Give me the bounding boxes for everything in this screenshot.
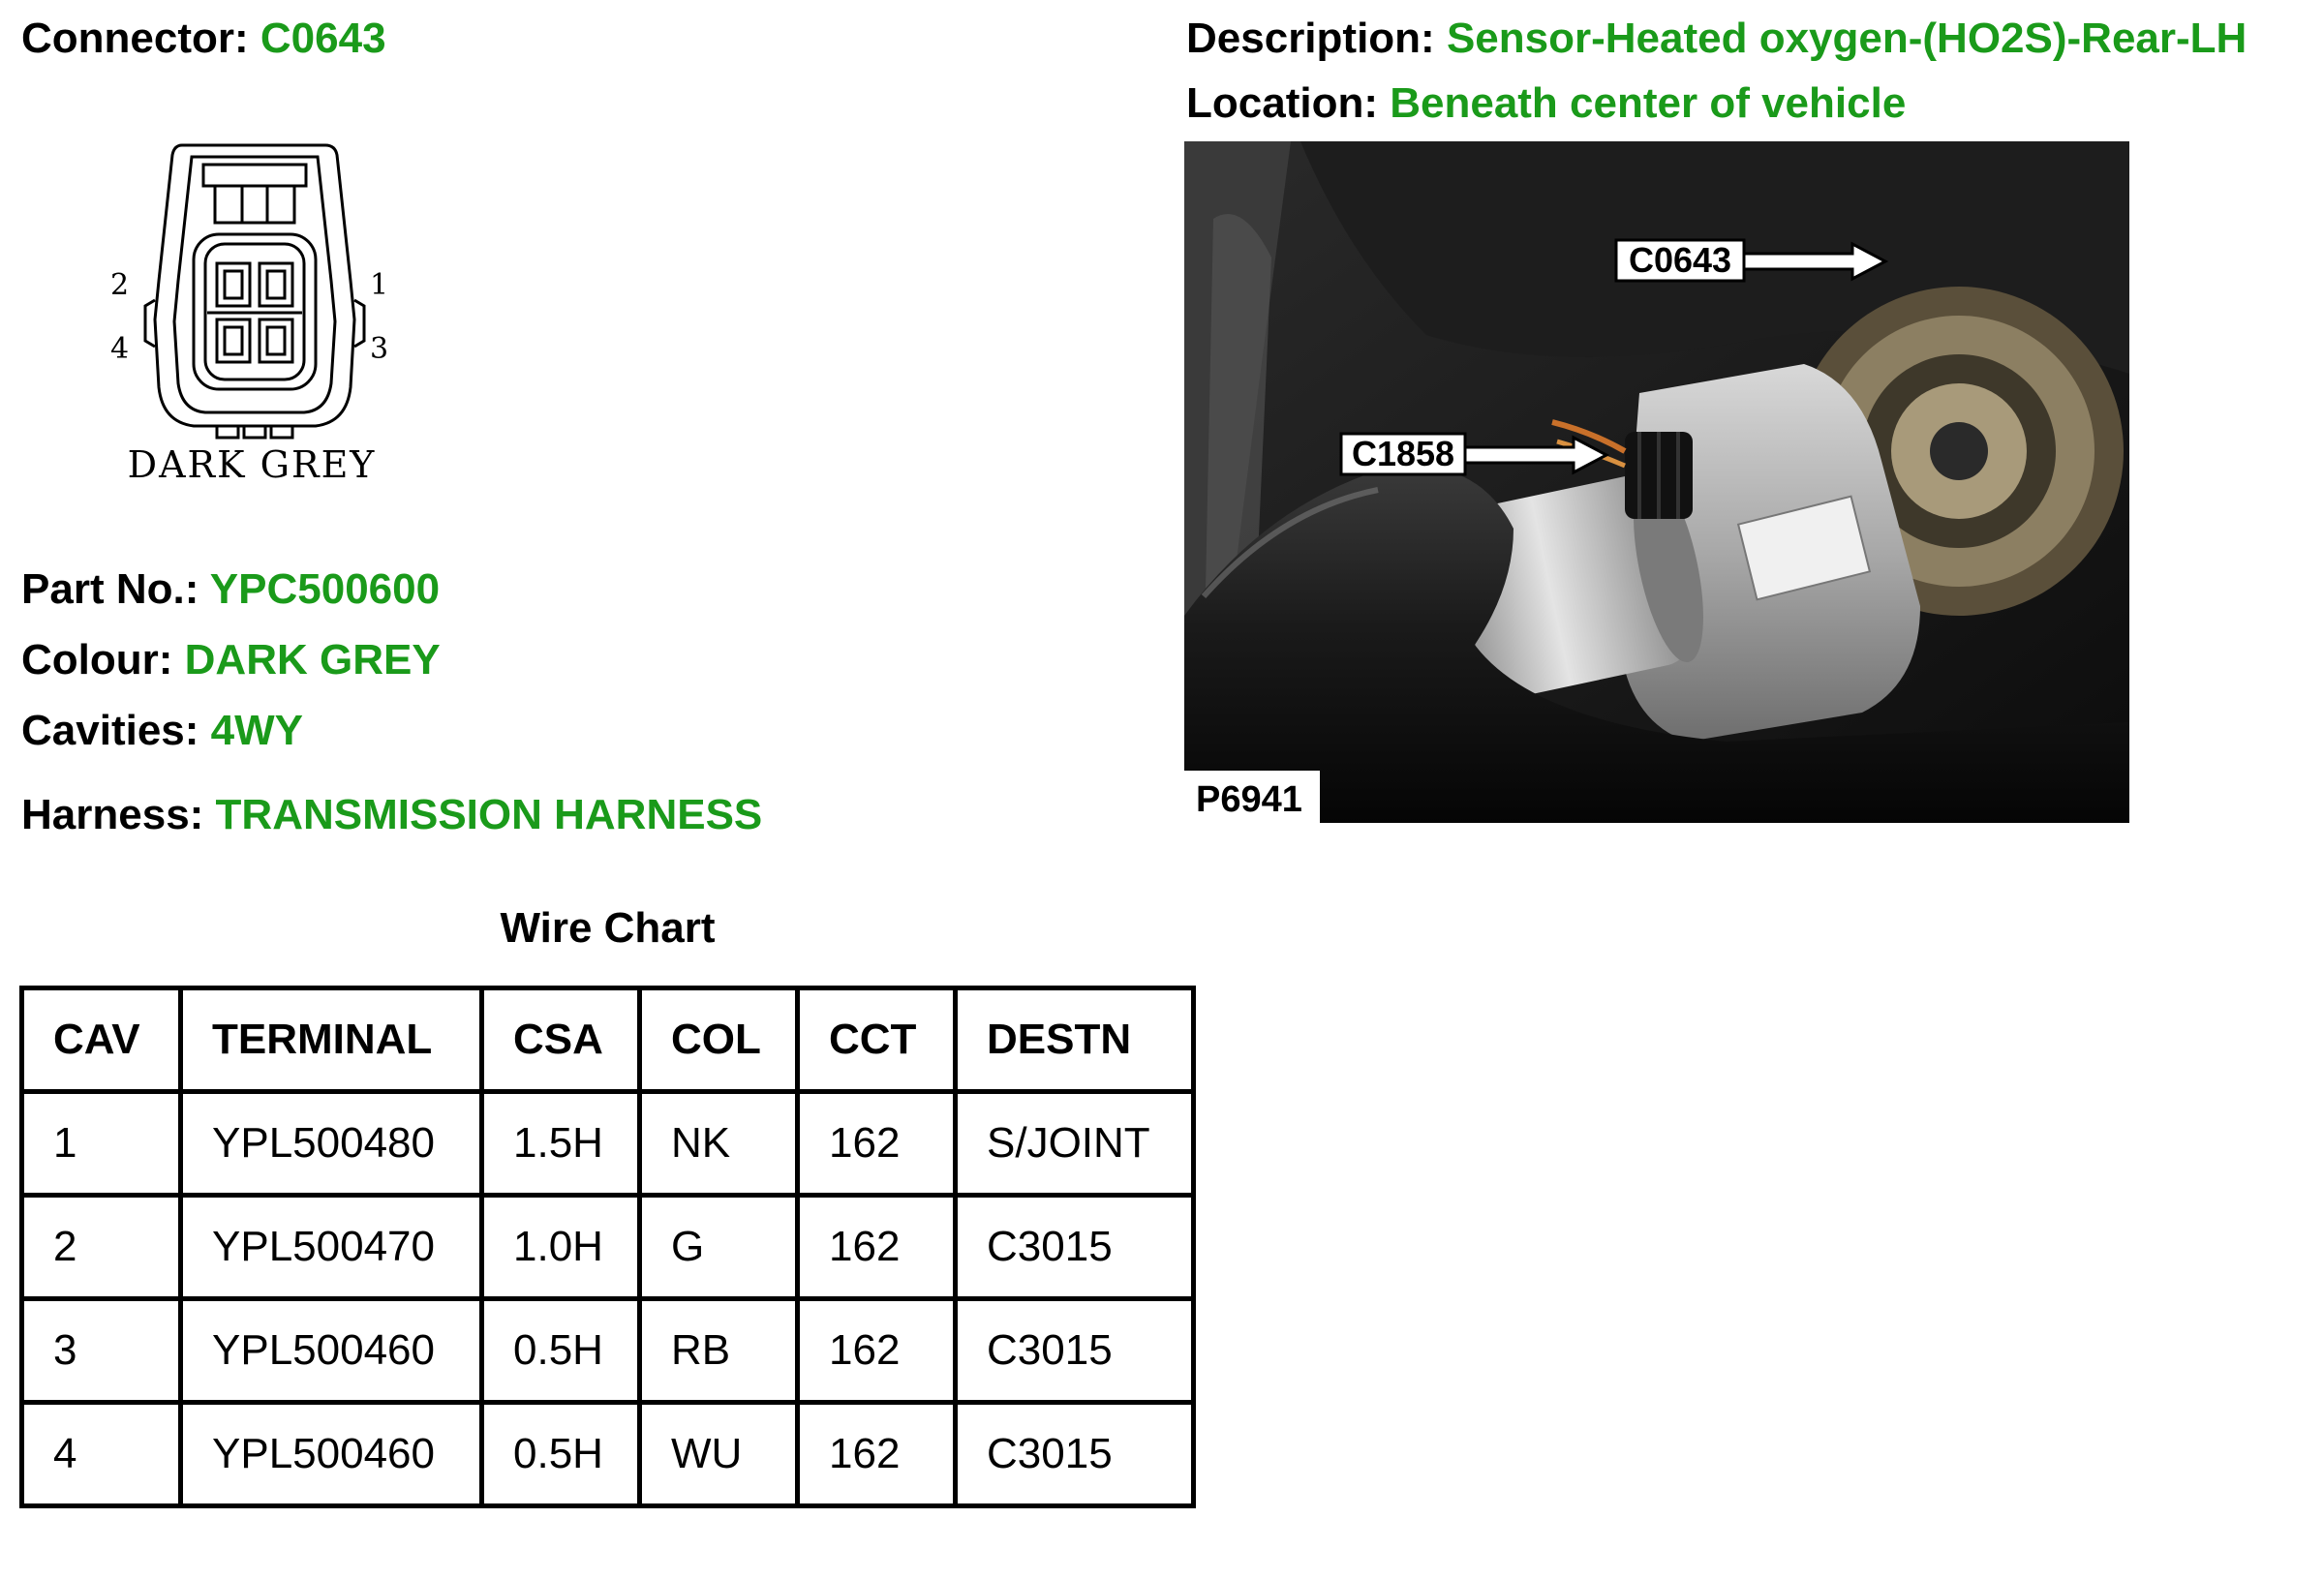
cell-terminal: YPL500480 [181, 1092, 482, 1196]
harness-label: Harness: [21, 791, 204, 838]
connector-field [21, 17, 386, 60]
cavities-value: 4WY [210, 707, 304, 754]
cell-cct: 162 [798, 1196, 956, 1299]
cell-destn: C3015 [956, 1299, 1194, 1403]
part-no-value: YPC500600 [209, 565, 441, 613]
photo-reference [1184, 771, 1320, 823]
table-row [22, 1196, 1194, 1299]
cell-cct: 162 [798, 1299, 956, 1403]
location-label: Location: [1186, 79, 1378, 127]
cell-col: RB [640, 1299, 798, 1403]
wire-chart-title: Wire Chart [500, 904, 716, 952]
cavity-label-3: 3 [370, 332, 389, 366]
part-no-label: Part No.: [21, 565, 199, 613]
connector-label: Connector: [21, 15, 249, 62]
connector-face-diagram [97, 136, 407, 494]
cell-terminal: YPL500460 [181, 1403, 482, 1506]
table-row [22, 1092, 1194, 1196]
part-no-field [21, 565, 441, 613]
cell-col: G [640, 1196, 798, 1299]
wire-chart-table [19, 986, 1196, 1508]
description-field [1186, 17, 2247, 60]
cell-csa: 1.5H [482, 1092, 640, 1196]
location-value: Beneath center of vehicle [1390, 79, 1907, 127]
harness-value: TRANSMISSION HARNESS [215, 791, 763, 838]
cell-terminal: YPL500470 [181, 1196, 482, 1299]
cell-destn: S/JOINT [956, 1092, 1194, 1196]
cavity-label-2: 2 [110, 268, 130, 302]
cell-col: NK [640, 1092, 798, 1196]
harness-field [21, 791, 763, 838]
header-col: COL [640, 988, 798, 1092]
cell-col: WU [640, 1403, 798, 1506]
cell-cav: 3 [22, 1299, 181, 1403]
colour-field [21, 636, 441, 683]
location-photo [1184, 141, 2129, 823]
header-cav: CAV [22, 988, 181, 1092]
colour-label: Colour: [21, 636, 173, 683]
callout-c0643-text: C0643 [1628, 240, 1732, 280]
cell-cav: 4 [22, 1403, 181, 1506]
cell-terminal: YPL500460 [181, 1299, 482, 1403]
cell-destn: C3015 [956, 1196, 1194, 1299]
diagram-colour-caption: DARK GREY [127, 443, 377, 486]
table-row [22, 1299, 1194, 1403]
description-label: Description: [1186, 15, 1435, 62]
colour-value: DARK GREY [184, 636, 441, 683]
header-destn: DESTN [956, 988, 1194, 1092]
header-csa: CSA [482, 988, 640, 1092]
cavity-label-4: 4 [110, 332, 130, 366]
table-header-row [22, 988, 1194, 1092]
cell-csa: 1.0H [482, 1196, 640, 1299]
cavity-label-1: 1 [370, 268, 389, 302]
photo-ref-text: P6941 [1196, 779, 1302, 820]
cell-destn: C3015 [956, 1403, 1194, 1506]
cell-cav: 1 [22, 1092, 181, 1196]
cavities-field [21, 707, 304, 754]
cell-csa: 0.5H [482, 1299, 640, 1403]
header-cct: CCT [798, 988, 956, 1092]
header-terminal: TERMINAL [181, 988, 482, 1092]
cell-cct: 162 [798, 1403, 956, 1506]
cell-cav: 2 [22, 1196, 181, 1299]
callout-c1858-text: C1858 [1351, 434, 1455, 473]
cell-csa: 0.5H [482, 1403, 640, 1506]
table-row [22, 1403, 1194, 1506]
connector-value: C0643 [260, 15, 386, 62]
location-field [1186, 79, 1907, 127]
description-value: Sensor-Heated oxygen-(HO2S)-Rear-LH [1446, 15, 2248, 62]
cell-cct: 162 [798, 1092, 956, 1196]
cavities-label: Cavities: [21, 707, 199, 754]
